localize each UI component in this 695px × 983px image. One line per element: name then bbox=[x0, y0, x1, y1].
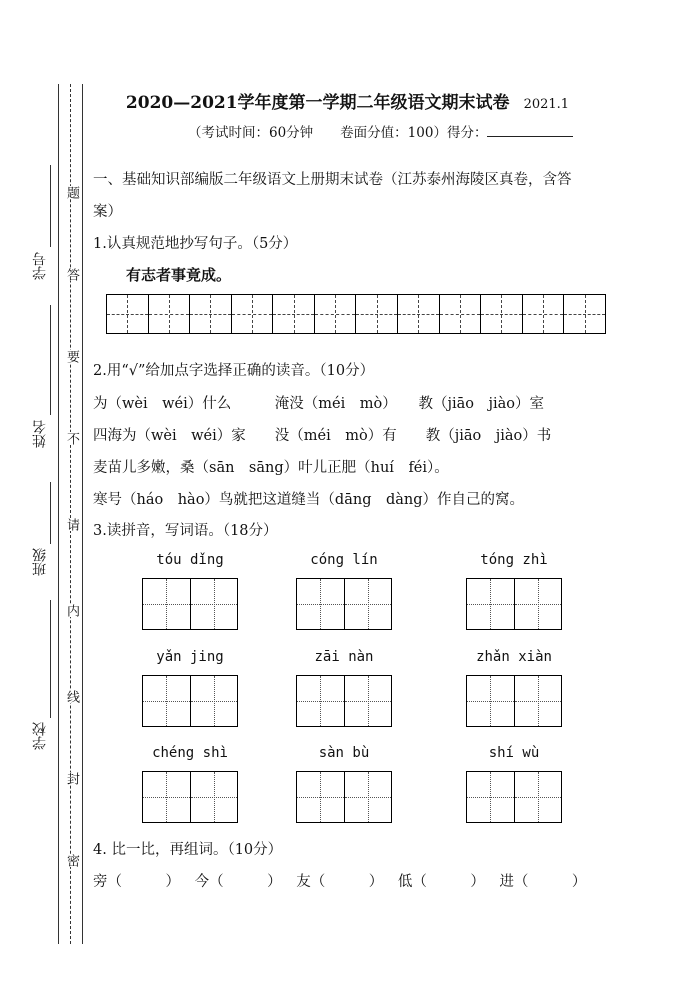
margin-line-right bbox=[82, 84, 83, 944]
writing-cell[interactable] bbox=[273, 295, 315, 333]
q3-word-2[interactable] bbox=[296, 550, 392, 630]
q3-word-3[interactable] bbox=[466, 550, 562, 630]
writing-cell[interactable] bbox=[440, 295, 482, 333]
name-label: 姓名 bbox=[32, 420, 48, 448]
q3-word-7[interactable] bbox=[142, 743, 238, 823]
name-blank[interactable] bbox=[50, 305, 51, 415]
q3-word-9[interactable] bbox=[466, 743, 562, 823]
q3-pinyin-8: sàn bù bbox=[318, 745, 370, 761]
q2-line-3: 麦苗儿多嫩，桑（sān sāng）叶儿正肥（huí féi）。 bbox=[93, 460, 449, 476]
q3-pinyin-1: tóu dǐng bbox=[156, 552, 224, 568]
q3-boxes-8[interactable] bbox=[296, 771, 392, 823]
q4-item-2[interactable]: 今（ ） bbox=[194, 874, 282, 890]
school-blank[interactable] bbox=[50, 600, 51, 718]
student-id-label: 学号 bbox=[32, 252, 48, 280]
seal-char-3: 要 bbox=[64, 350, 79, 363]
exam-date: 2021.1 bbox=[523, 97, 570, 112]
q4-item-5[interactable]: 进（ ） bbox=[499, 874, 587, 890]
q3-pinyin-2: cóng lín bbox=[310, 552, 378, 568]
q1-writing-grid[interactable] bbox=[106, 294, 606, 334]
q3-boxes-4[interactable] bbox=[142, 675, 238, 727]
class-label: 班级 bbox=[32, 548, 48, 576]
class-blank[interactable] bbox=[50, 482, 51, 544]
q3-word-1[interactable] bbox=[142, 550, 238, 630]
q3-boxes-5[interactable] bbox=[296, 675, 392, 727]
school-label: 学校 bbox=[32, 722, 48, 750]
writing-cell[interactable] bbox=[356, 295, 398, 333]
writing-cell[interactable] bbox=[564, 295, 605, 333]
q3-pinyin-9: shí wù bbox=[488, 745, 540, 761]
section1-heading-line1: 一、基础知识部编版二年级语文上册期末试卷（江苏泰州海陵区真卷，含答 bbox=[93, 172, 572, 188]
q4-prompt: 4. 比一比，再组词。（10分） bbox=[93, 842, 283, 858]
student-id-blank[interactable] bbox=[50, 165, 51, 247]
writing-cell[interactable] bbox=[398, 295, 440, 333]
seal-char-2: 答 bbox=[64, 268, 79, 281]
q3-prompt: 3.读拼音，写词语。（18分） bbox=[93, 523, 278, 539]
q3-boxes-6[interactable] bbox=[466, 675, 562, 727]
writing-cell[interactable] bbox=[315, 295, 357, 333]
q3-boxes-2[interactable] bbox=[296, 578, 392, 630]
q1-sentence: 有志者事竟成。 bbox=[126, 266, 232, 284]
writing-cell[interactable] bbox=[523, 295, 565, 333]
q4-item-1[interactable]: 旁（ ） bbox=[93, 874, 180, 890]
seal-char-8: 封 bbox=[64, 772, 79, 785]
q4-item-3[interactable]: 友（ ） bbox=[296, 874, 384, 890]
q2-line-4: 寒号（háo hào）鸟就把这道缝当（dāng dàng）作自己的窝。 bbox=[93, 492, 525, 508]
seal-char-1: 题 bbox=[64, 186, 79, 199]
q3-pinyin-3: tóng zhì bbox=[480, 552, 548, 568]
q2-prompt: 2.用“√”给加点字选择正确的读音。（10分） bbox=[93, 363, 375, 379]
q3-word-5[interactable] bbox=[296, 647, 392, 727]
exam-subtitle bbox=[188, 121, 573, 141]
margin-line-left bbox=[58, 84, 59, 944]
exam-title-text: 2020—2021学年度第一学期二年级语文期末试卷 bbox=[125, 93, 510, 113]
seal-char-9: 密 bbox=[64, 854, 79, 867]
writing-cell[interactable] bbox=[190, 295, 232, 333]
exam-title bbox=[0, 88, 695, 113]
q4-items bbox=[93, 870, 596, 891]
q3-boxes-3[interactable] bbox=[466, 578, 562, 630]
writing-cell[interactable] bbox=[149, 295, 191, 333]
writing-cell[interactable] bbox=[232, 295, 274, 333]
q3-boxes-1[interactable] bbox=[142, 578, 238, 630]
seal-char-6: 内 bbox=[64, 604, 79, 617]
seal-char-4: 不 bbox=[64, 432, 79, 445]
q3-boxes-7[interactable] bbox=[142, 771, 238, 823]
q4-item-4[interactable]: 低（ ） bbox=[397, 874, 485, 890]
seal-char-5: 请 bbox=[64, 518, 79, 531]
q3-word-6[interactable] bbox=[466, 647, 562, 727]
section1-heading-line2: 案） bbox=[93, 204, 122, 220]
score-blank[interactable] bbox=[487, 124, 573, 137]
q3-pinyin-7: chéng shì bbox=[152, 745, 228, 761]
q2-line-2: 四海为（wèi wéi）家 没（méi mò）有 教（jiāo jiào）书 bbox=[93, 428, 552, 444]
q2-line-1: 为（wèi wéi）什么 淹没（méi mò） 教（jiāo jiào）室 bbox=[93, 396, 544, 412]
q3-boxes-9[interactable] bbox=[466, 771, 562, 823]
exam-info: （考试时间：60分钟 卷面分值：100）得分： bbox=[188, 125, 488, 141]
writing-cell[interactable] bbox=[481, 295, 523, 333]
q3-word-4[interactable] bbox=[142, 647, 238, 727]
q3-pinyin-6: zhǎn xiàn bbox=[476, 649, 552, 665]
q3-pinyin-4: yǎn jing bbox=[156, 649, 224, 665]
writing-cell[interactable] bbox=[107, 295, 149, 333]
q3-pinyin-5: zāi nàn bbox=[314, 649, 374, 665]
q1-prompt: 1.认真规范地抄写句子。（5分） bbox=[93, 236, 298, 252]
margin-line-dashed bbox=[70, 84, 71, 944]
seal-char-7: 线 bbox=[64, 690, 79, 703]
q3-word-8[interactable] bbox=[296, 743, 392, 823]
